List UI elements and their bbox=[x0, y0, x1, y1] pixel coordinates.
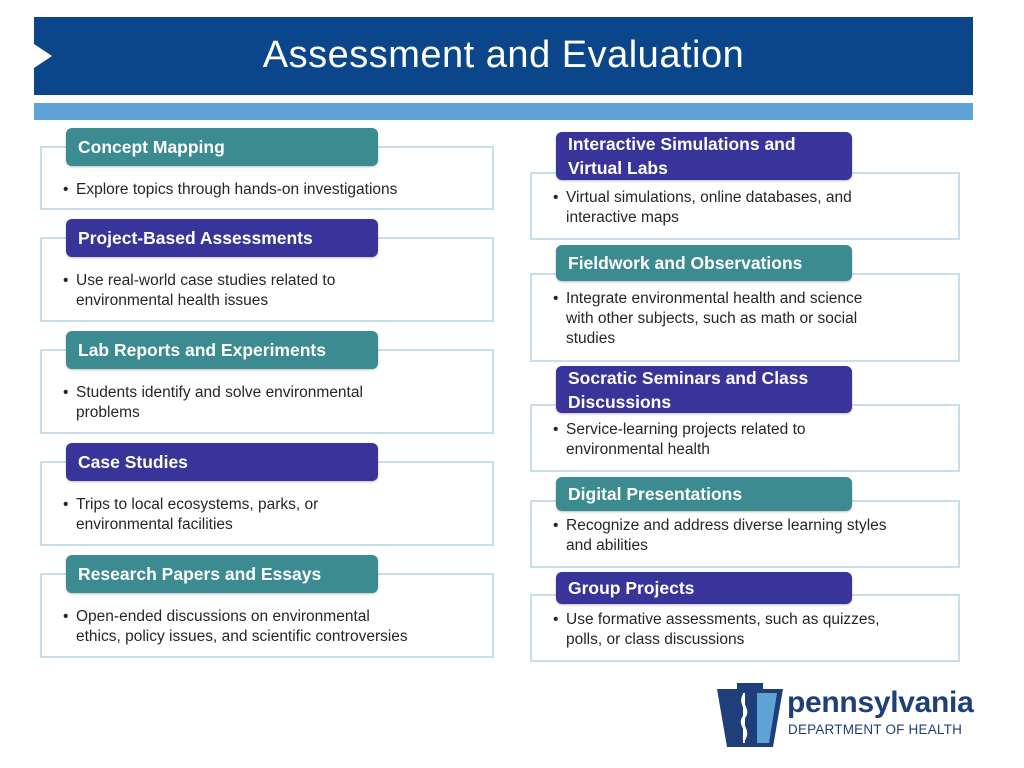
left-bullet-3-line2: problems bbox=[76, 404, 140, 421]
left-heading-concept-mapping: Concept Mapping bbox=[66, 128, 378, 166]
left-heading-project-based: Project-Based Assessments bbox=[66, 219, 378, 257]
right-bullet-1: Virtual simulations, online databases, and bbox=[566, 189, 852, 206]
right-heading-group-projects: Group Projects bbox=[556, 572, 852, 604]
left-box-1: • Explore topics through hands-on investigations bbox=[40, 146, 494, 210]
left-bullet-5: Open-ended discussions on environmental bbox=[76, 608, 370, 625]
right-bullet-2-line3: studies bbox=[566, 330, 616, 347]
left-bullet-2: Use real-world case studies related to bbox=[76, 272, 336, 289]
left-heading-research-papers: Research Papers and Essays bbox=[66, 555, 378, 593]
right-box-5: • Use formative assessments, such as quizzes, polls, or class discussions bbox=[530, 594, 960, 662]
keystone-logo-icon bbox=[717, 683, 783, 747]
right-heading-socratic-seminars bbox=[556, 366, 852, 413]
right-heading-fieldwork: Fieldwork and Observations bbox=[556, 245, 852, 281]
right-bullet-4: Recognize and address diverse learning styles bbox=[566, 517, 887, 534]
right-bullet-5: Use formative assessments, such as quizzes, bbox=[566, 611, 880, 628]
right-bullet-2-line2: with other subjects, such as math or social bbox=[566, 310, 858, 327]
right-box-2: • Integrate environmental health and science with other subjects, such as math or social studies bbox=[530, 273, 960, 362]
right-bullet-5-line2: polls, or class discussions bbox=[566, 631, 745, 648]
right-heading-3-line2: Discussions bbox=[568, 391, 672, 412]
left-bullet-3: Students identify and solve environmental bbox=[76, 384, 363, 401]
accent-stripe bbox=[34, 103, 973, 120]
right-bullet-3-line2: environmental health bbox=[566, 441, 710, 458]
left-bullet-1: Explore topics through hands-on investigations bbox=[76, 181, 398, 198]
right-heading-interactive-simulations bbox=[556, 132, 852, 180]
left-bullet-4: Trips to local ecosystems, parks, or bbox=[76, 496, 319, 513]
right-bullet-2: Integrate environmental health and science bbox=[566, 290, 863, 307]
left-box-3: • Students identify and solve environmental problems bbox=[40, 349, 494, 434]
left-box-4: • Trips to local ecosystems, parks, or environmental facilities bbox=[40, 461, 494, 546]
right-box-3: • Service-learning projects related to environmental health bbox=[530, 404, 960, 472]
logo-wordmark: pennsylvania bbox=[787, 686, 974, 719]
right-box-4: • Recognize and address diverse learning styles and abilities bbox=[530, 500, 960, 568]
left-box-5: • Open-ended discussions on environmental ethics, policy issues, and scientific controversies bbox=[40, 573, 494, 658]
right-heading-digital-presentations: Digital Presentations bbox=[556, 477, 852, 511]
right-box-1: • Virtual simulations, online databases, and interactive maps bbox=[530, 172, 960, 240]
right-bullet-1-line2: interactive maps bbox=[566, 209, 679, 226]
right-bullet-4-line2: and abilities bbox=[566, 537, 648, 554]
right-bullet-3: Service-learning projects related to bbox=[566, 421, 806, 438]
left-heading-lab-reports: Lab Reports and Experiments bbox=[66, 331, 378, 369]
right-heading-1-line1: Interactive Simulations and bbox=[568, 134, 796, 154]
title-bar bbox=[34, 17, 973, 95]
right-heading-1-line2: Virtual Labs bbox=[568, 158, 668, 178]
left-bullet-5-line2: ethics, policy issues, and scientific controversies bbox=[76, 628, 408, 645]
left-bullet-4-line2: environmental facilities bbox=[76, 516, 233, 533]
left-bullet-2-line2: environmental health issues bbox=[76, 292, 269, 309]
left-box-2: • Use real-world case studies related to environmental health issues bbox=[40, 237, 494, 322]
right-heading-3-line1: Socratic Seminars and Class bbox=[568, 367, 809, 388]
logo-subtitle: DEPARTMENT OF HEALTH bbox=[788, 722, 963, 737]
slide-title: Assessment and Evaluation bbox=[262, 34, 745, 76]
left-heading-case-studies: Case Studies bbox=[66, 443, 378, 481]
